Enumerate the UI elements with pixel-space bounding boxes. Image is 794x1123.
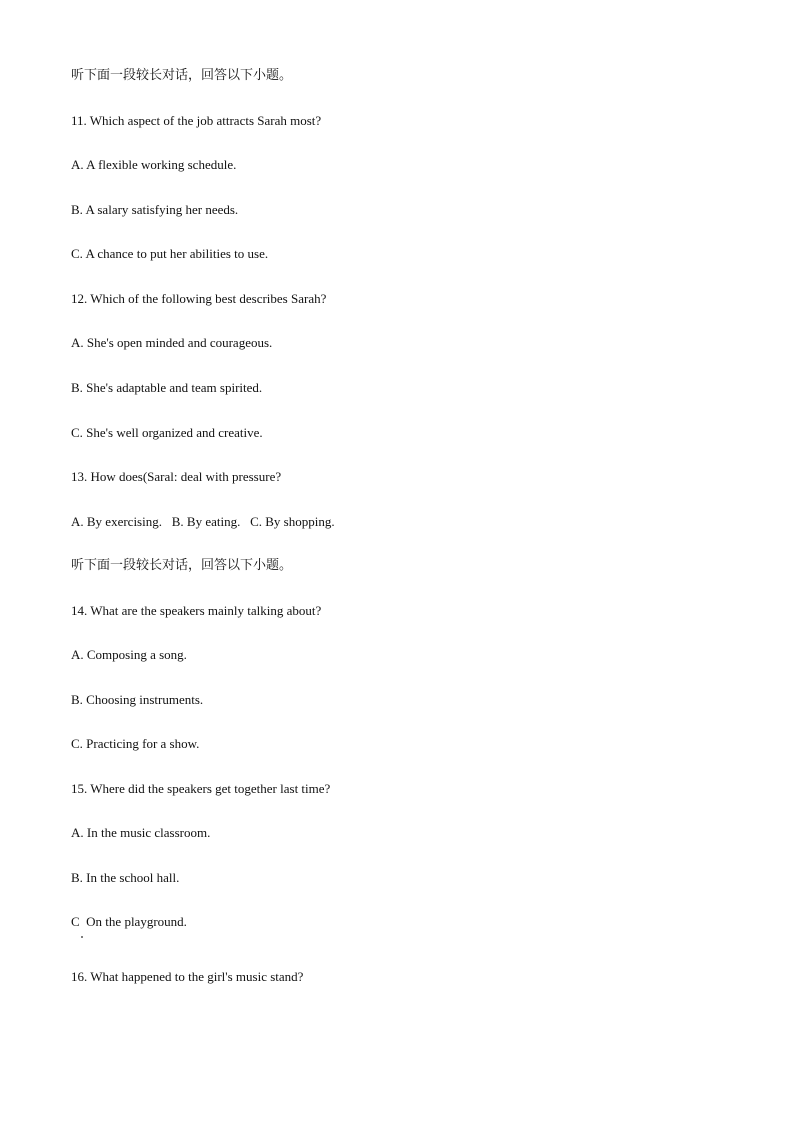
question-12: 12. Which of the following best describes Sarah?: [71, 291, 327, 306]
question-16: 16. What happened to the girl's music stand?: [71, 969, 304, 984]
options-13: A. By exercising. B. By eating. C. By shopping.: [71, 514, 335, 529]
option-11-b: B. A salary satisfying her needs.: [71, 202, 239, 217]
question-15: 15. Where did the speakers get together last time?: [71, 781, 331, 796]
option-14-c: C. Practicing for a show.: [71, 736, 200, 751]
stray-dot-mark: [81, 936, 83, 938]
option-12-c: C. She's well organized and creative.: [71, 425, 263, 440]
question-14: 14. What are the speakers mainly talking about?: [71, 603, 322, 618]
question-13: 13. How does(Saral: deal with pressure?: [71, 469, 282, 484]
option-15-a: A. In the music classroom.: [71, 825, 211, 840]
option-15-b: B. In the school hall.: [71, 870, 180, 885]
option-14-a: A. Composing a song.: [71, 647, 187, 662]
option-11-c: C. A chance to put her abilities to use.: [71, 246, 269, 261]
option-12-b: B. She's adaptable and team spirited.: [71, 380, 263, 395]
option-12-a: A. She's open minded and courageous.: [71, 335, 273, 350]
section-instruction: 听下面一段较长对话，回答以下小题。: [71, 558, 293, 573]
question-11: 11. Which aspect of the job attracts Sarah most?: [71, 113, 322, 128]
section-instruction: 听下面一段较长对话，回答以下小题。: [71, 68, 293, 83]
option-15-c: C On the playground.: [71, 914, 187, 929]
option-14-b: B. Choosing instruments.: [71, 692, 204, 707]
option-11-a: A. A flexible working schedule.: [71, 157, 237, 172]
